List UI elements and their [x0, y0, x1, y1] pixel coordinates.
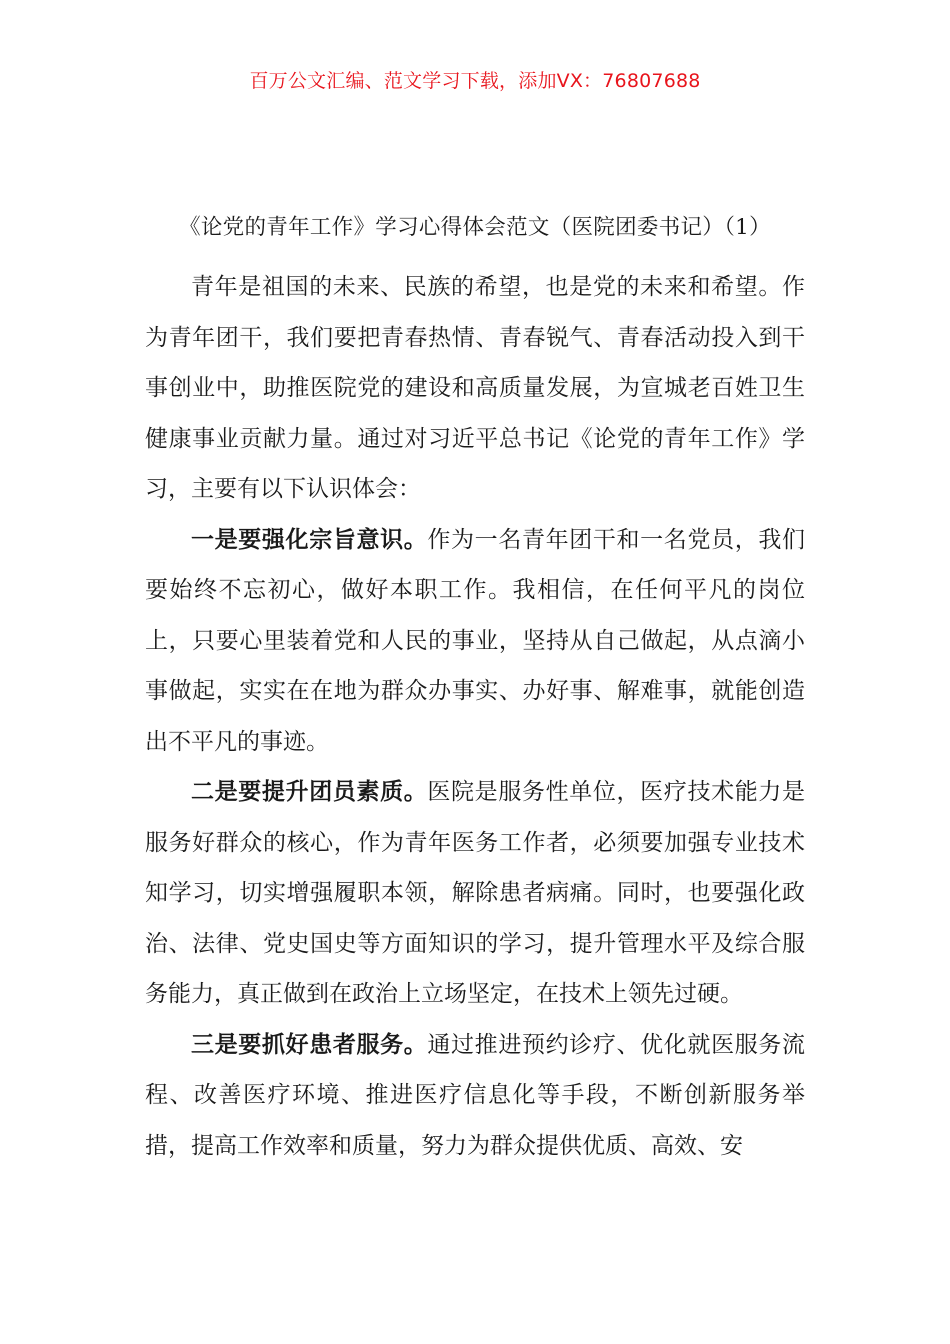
paragraph-lead: 二是要提升团员素质。	[191, 778, 428, 805]
paragraph-point-2	[145, 767, 805, 1020]
paragraph-lead: 三是要抓好患者服务。	[191, 1030, 428, 1058]
paragraph-intro	[145, 262, 805, 515]
paragraph-lead: 一是要强化宗旨意识。	[191, 525, 428, 553]
paragraph-text: 医院是服务性单位，医疗技术能力是服务好群众的核心，作为青年医务工作者，必须要加强专业技术知学习，切实增强履职本领，解除患者病痛。同时，也要强化政治、法律、党史国史等方面知识的学习，提升管理水平及综合服务能力，真正做到在政治上立场坚定，在技术上领先过硬。	[145, 779, 806, 1007]
paragraph-point-1	[145, 515, 805, 768]
paragraph-text: 作为一名青年团干和一名党员，我们要始终不忘初心，做好本职工作。我相信，在任何平凡的岗位上，只要心里装着党和人民的事业，坚持从自己做起，从点滴小事做起，实实在在地为群众办事实、办好事、解难事，就能创造出不平凡的事迹。	[145, 526, 806, 755]
watermark-header: 百万公文汇编、范文学习下载，添加VX：76807688	[249, 70, 701, 92]
paragraph-text: 通过推进预约诊疗、优化就医服务流程、改善医疗环境、推进医疗信息化等手段，不断创新服务举措，提高工作效率和质量，努力为群众提供优质、高效、安	[145, 1031, 806, 1159]
document-body	[145, 262, 805, 1171]
paragraph-point-3	[145, 1020, 805, 1172]
paragraph-text: 青年是祖国的未来、民族的希望，也是党的未来和希望。作为青年团干，我们要把青春热情、青春锐气、青春活动投入到干事创业中，助推医院党的建设和高质量发展，为宣城老百姓卫生健康事业贡献力量。通过对习近平总书记《论党的青年工作》学习，主要有以下认识体会：	[145, 274, 805, 502]
document-title: 《论党的青年工作》学习心得体会范文（医院团委书记）（1）	[179, 215, 771, 240]
